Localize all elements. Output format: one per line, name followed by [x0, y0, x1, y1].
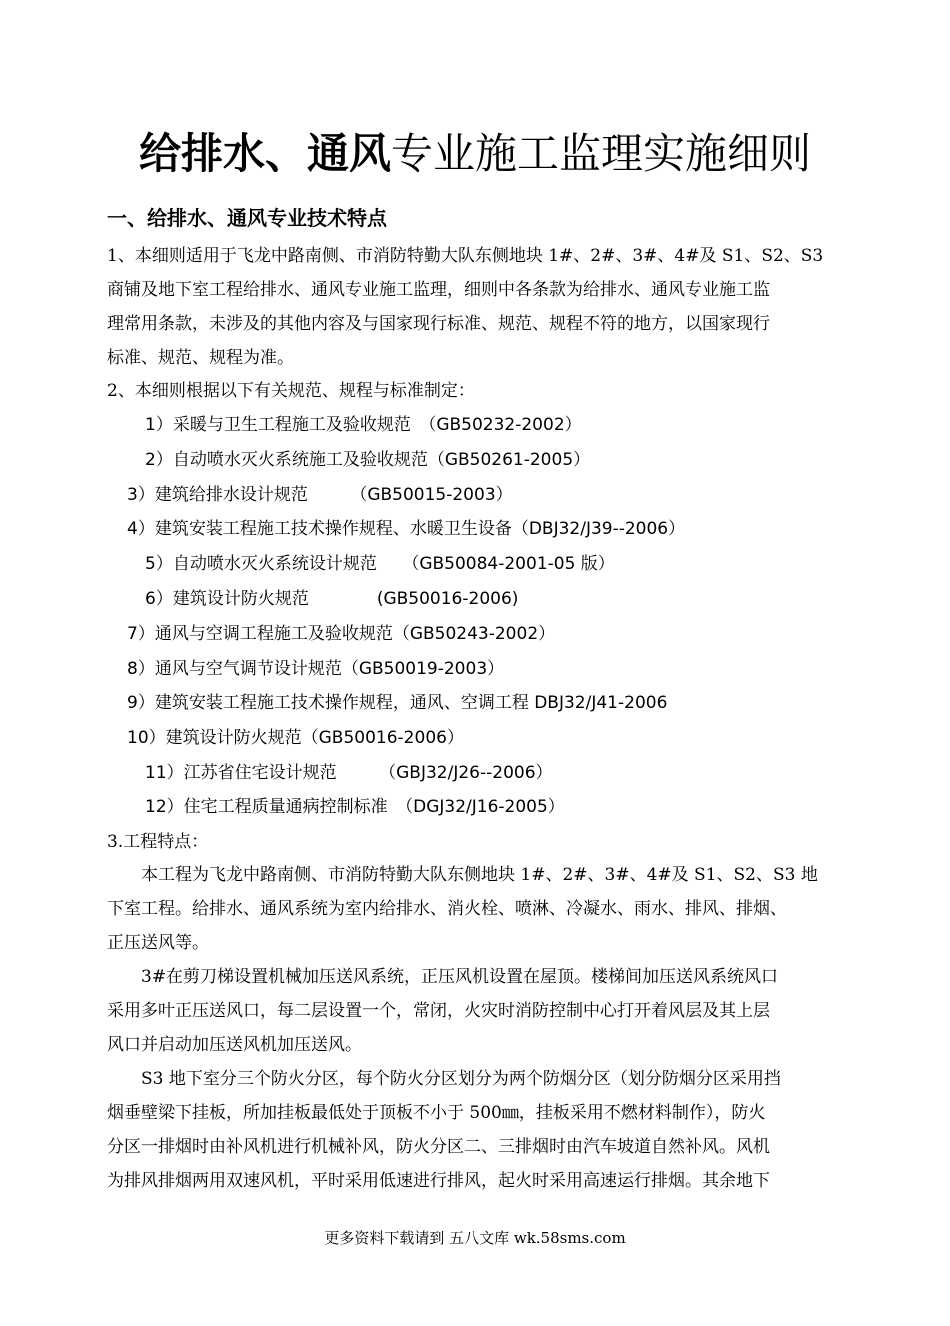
paragraph-line: 商铺及地下室工程给排水、通风专业施工监理，细则中各条款为给排水、通风专业施工监 [107, 280, 770, 300]
paragraph-pressurization [107, 960, 855, 1062]
paragraph-line: 烟垂壁梁下挂板，所加挂板最低处于顶板不小于 500㎜，挂板采用不燃材料制作），防火 [107, 1103, 766, 1123]
standard-item: 4）建筑安装工程施工技术操作规程、水暖卫生设备（DBJ32/J39--2006） [127, 519, 686, 539]
section1-heading: 一、给排水、通风专业技术特点 [107, 206, 387, 230]
standard-item: 8）通风与空气调节设计规范（GB50019-2003） [127, 659, 505, 679]
standard-item: 5）自动喷水灭火系统设计规范 （GB50084-2001-05 版） [145, 554, 615, 574]
standard-item: 10）建筑设计防火规范（GB50016-2006） [127, 728, 464, 748]
standard-item: 7）通风与空调工程施工及验收规范（GB50243-2002） [127, 624, 556, 644]
paragraph-line: 下室工程。给排水、通风系统为室内给排水、消火栓、喷淋、冷凝水、雨水、排风、排烟、 [107, 899, 787, 919]
paragraph-line: 分区一排烟时由补风机进行机械补风，防火分区二、三排烟时由汽车坡道自然补风。风机 [107, 1137, 770, 1157]
paragraph-line: 理常用条款，未涉及的其他内容及与国家现行标准、规范、规程不符的地方，以国家现行 [107, 314, 770, 334]
paragraph-line: 2、本细则根据以下有关规范、规程与标准制定： [107, 381, 475, 401]
paragraph-scope [107, 239, 855, 375]
paragraph-line: S3 地下室分三个防火分区，每个防火分区划分为两个防烟分区（划分防烟分区采用挡 [107, 1069, 781, 1089]
paragraph-project-intro [107, 858, 855, 960]
paragraph-line: 3#在剪刀梯设置机械加压送风系统，正压风机设置在屋顶。楼梯间加压送风系统风口 [107, 967, 779, 987]
paragraph-line: 采用多叶正压送风口，每二层设置一个，常闭，火灾时消防控制中心打开着风层及其上层 [107, 1001, 770, 1021]
paragraph-line: 本工程为飞龙中路南侧、市消防特勤大队东侧地块 1#、2#、3#、4#及 S1、S2、S3 地 [107, 865, 818, 885]
paragraph-line: 风口并启动加压送风机加压送风。 [107, 1035, 362, 1055]
page-footer: 更多资料下载请到 五八文库 wk.58sms.com [324, 1229, 626, 1247]
standard-item: 3）建筑给排水设计规范 （GB50015-2003） [127, 485, 513, 505]
standard-item: 9）建筑安装工程施工技术操作规程，通风、空调工程 DBJ32/J41-2006 [127, 693, 668, 713]
paragraph-line: 为排风排烟两用双速风机，平时采用低速进行排风，起火时采用高速运行排烟。其余地下 [107, 1171, 770, 1191]
standard-item: 2）自动喷水灭火系统施工及验收规范（GB50261-2005） [145, 450, 591, 470]
standard-item: 1）采暖与卫生工程施工及验收规范 （GB50232-2002） [145, 415, 582, 435]
standard-item: 6）建筑设计防火规范 (GB50016-2006) [145, 589, 519, 609]
paragraph-basis-intro [107, 374, 855, 408]
standard-item: 11）江苏省住宅设计规范 （GBJ32/J26--2006） [145, 763, 553, 783]
paragraph-line: 标准、规范、规程为准。 [107, 348, 294, 368]
paragraph-line: 1、本细则适用于飞龙中路南侧、市消防特勤大队东侧地块 1#、2#、3#、4#及 S1、S2、S3 [107, 246, 824, 266]
document-title [0, 128, 950, 180]
title-regular-part: 专业施工监理实施细则 [391, 129, 812, 178]
paragraph-line: 3.工程特点： [107, 832, 209, 852]
paragraph-line: 正压送风等。 [107, 933, 209, 953]
paragraph-basement-smoke [107, 1062, 855, 1198]
project-features-heading [107, 825, 855, 859]
standard-item: 12）住宅工程质量通病控制标准 （DGJ32/J16-2005） [145, 797, 565, 817]
title-bold-part: 给排水、通风 [138, 129, 391, 178]
